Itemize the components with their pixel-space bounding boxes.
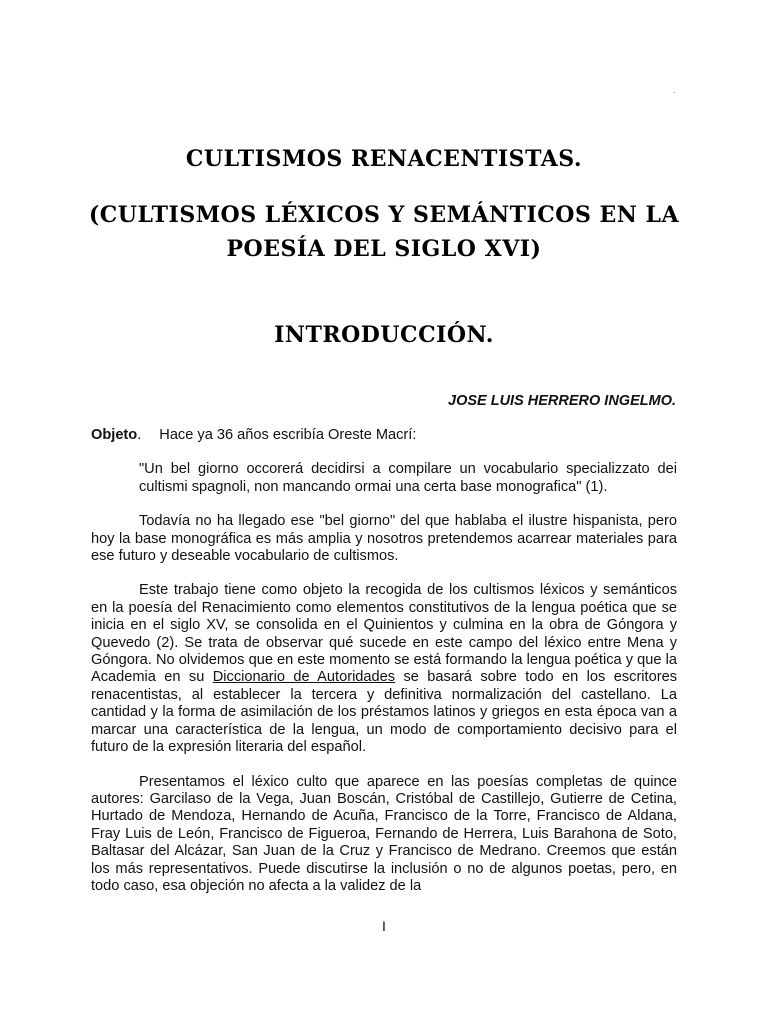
paragraph-2: Todavía no ha llegado ese "bel giorno" del que hablaba el ilustre hispanista, pero hoy la base monográfica es más amplia y nosotros pretendemos acarrear materiales para ese futuro y deseable vocabulario de cultismos. bbox=[91, 513, 677, 565]
paragraph-4: Presentamos el léxico culto que aparece en las poesías completas de quince autores: Garcilaso de la Vega, Juan Boscán, Cristóbal de Castillejo, Gutierre de Cetina, Hurtado de Mendoza, Hernando de Acuña, Francisco de la Torre, Francisco de Aldana, Fray Luis de León, Francisco de Figueroa, Fernando de Herrera, Luis Barahona de Soto, Baltasar del Alcázar, San Juan de la Cruz y Francisco de Medrano. Creemos que están los más representativos. Puede discutirse la inclusión o no de algunos poetas, pero, en todo caso, esa objeción no afecta a la validez de la bbox=[91, 773, 677, 894]
paragraph-3-text-b: se basará sobre todo en los escritores renacentistas, al establecer la tercera y definitiva normalización del castellano. La cantidad y la forma de asimilación de los préstamos latinos y griegos en esta época van a marcar una característica de la lengua, un modo de comportamiento decisivo para el futuro de la expresión literaria del español. bbox=[91, 669, 677, 756]
objeto-label: Objeto bbox=[91, 427, 138, 443]
subtitle-line-2: POESÍA DEL SIGLO XVI) bbox=[226, 236, 542, 262]
paragraph-3 bbox=[91, 582, 677, 756]
paragraph-objeto bbox=[91, 427, 677, 444]
section-title: INTRODUCCIÓN. bbox=[274, 322, 494, 348]
page-number: I bbox=[382, 918, 386, 934]
quote-block: "Un bel giorno occorerá decidirsi a compilare un vocabulario specializzato dei cultismi spagnoli, non mancando ormai una certa base monografica" (1). bbox=[139, 461, 677, 495]
document-subtitle bbox=[0, 198, 768, 266]
body-text bbox=[91, 427, 677, 912]
paragraph-3-text-a: Este trabajo tiene como objeto la recogida de los cultismos léxicos y semánticos en la poesía del Renacimiento como elementos constitutivos de la lengua poética que se inicia en el siglo XV, se consolida en el Quinientos y culmina en la obra de Góngora y Quevedo (2). Se trata de observar qué sucede en este campo del léxico entre Mena y Góngora. No olvidemos que en este momento se está formando la lengua poética y que la Academia en su bbox=[91, 582, 677, 686]
subtitle-line-1: (CULTISMOS LÉXICOS Y SEMÁNTICOS EN LA bbox=[88, 202, 680, 228]
author-name: JOSE LUIS HERRERO INGELMO. bbox=[448, 393, 676, 409]
diccionario-reference: Diccionario de Autoridades bbox=[212, 669, 396, 686]
document-title: CULTISMOS RENACENTISTAS. bbox=[185, 146, 583, 172]
stray-mark: . bbox=[673, 86, 676, 95]
objeto-label-period: . bbox=[137, 427, 142, 443]
objeto-text: Hace ya 36 años escribía Oreste Macrí: bbox=[159, 427, 417, 443]
